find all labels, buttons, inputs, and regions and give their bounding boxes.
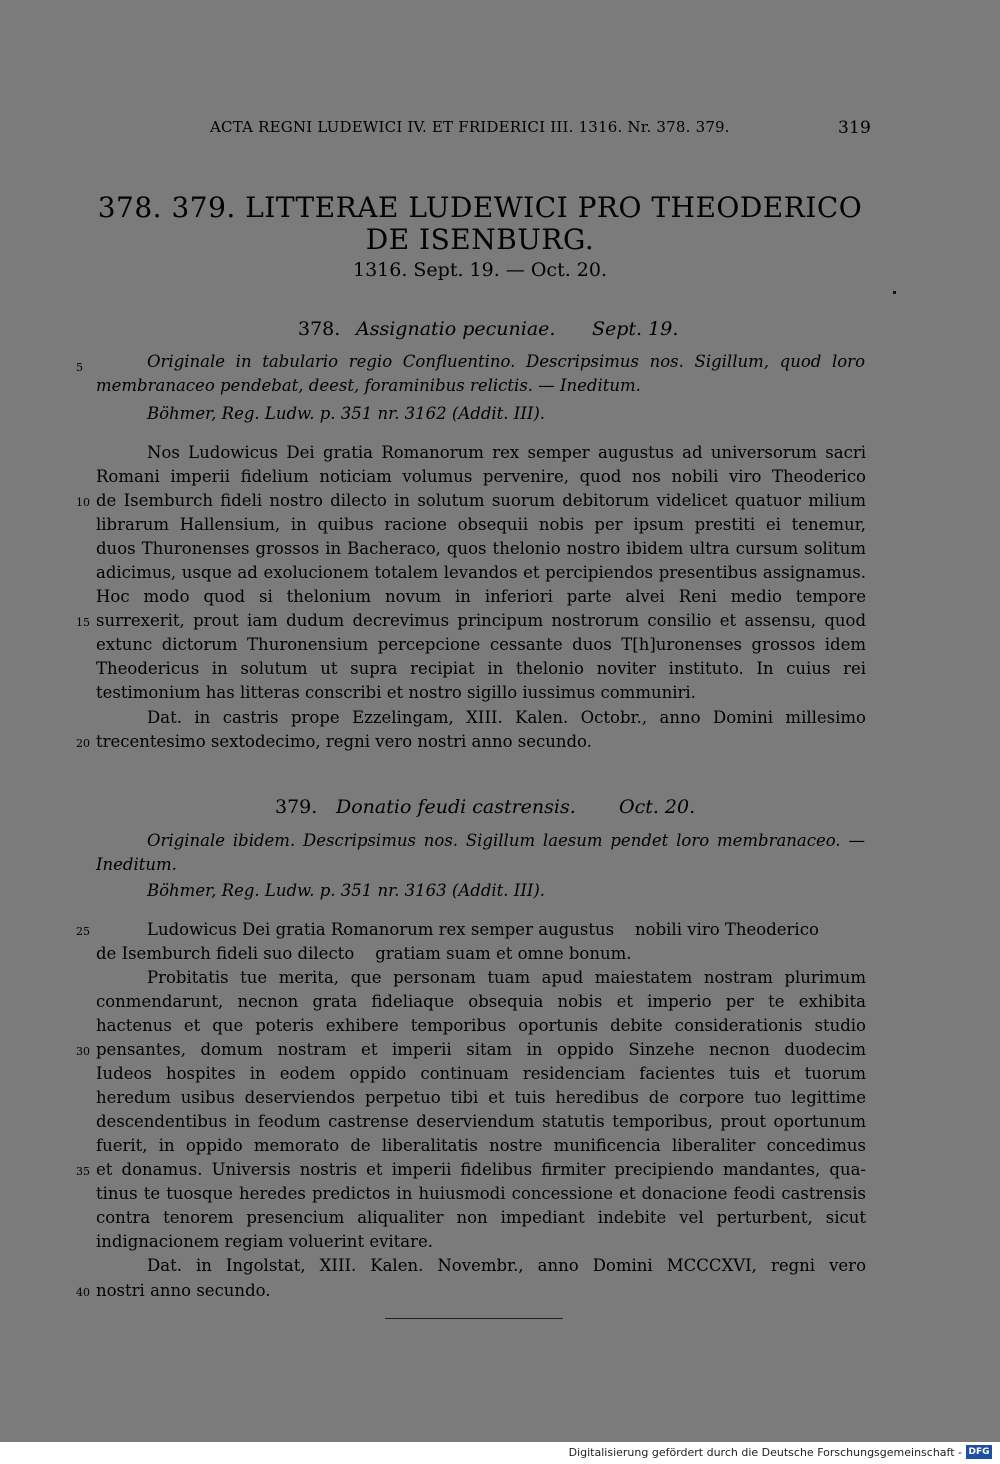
line-number: 10 [76, 496, 90, 509]
text-line: Ludowicus Dei gratia Romanorum rex semper augustus nobili viro Theoderico [147, 920, 819, 939]
doc379-heading: Donatio feudi castrensis. [336, 796, 576, 818]
text-line: duos Thuronenses grossos in Bacheraco, quos thelonio nostro ibidem ultra cursum solitum [96, 539, 866, 558]
line-number: 5 [76, 361, 83, 374]
doc379-source: Böhmer, Reg. Ludw. p. 351 nr. 3163 (Addit. III). [147, 881, 546, 900]
text-line: Hoc modo quod si thelonium novum in inferiori parte alvei Reni medio tempore [96, 587, 866, 606]
line-number: 25 [76, 925, 90, 938]
dfg-logo[interactable]: DFG [966, 1445, 992, 1459]
doc378-heading: Assignatio pecuniae. [356, 318, 556, 340]
doc379-intro-line: Ineditum. [96, 855, 177, 874]
closing-rule [385, 1318, 563, 1319]
text-line: librarum Hallensium, in quibus racione obsequii nobis per ipsum prestiti ei tenemur, [96, 515, 866, 534]
text-line: Theodericus in solutum ut supra recipiat in thelonio noviter instituto. In cuius rei [96, 659, 866, 678]
text-line: Nos Ludowicus Dei gratia Romanorum rex semper augustus ad universorum sacri [147, 443, 866, 462]
text-line: trecentesimo sextodecimo, regni vero nostri anno secundo. [96, 732, 592, 751]
doc378-date: Sept. 19. [592, 318, 679, 340]
text-line: tinus te tuosque heredes predictos in huiusmodi concessione et donacione feodi castrensis [96, 1184, 866, 1203]
text-line: heredum usibus deserviendos perpetuo tibi et tuis heredibus de corpore tuo legittime [96, 1088, 866, 1107]
text-line: testimonium has litteras conscribi et nostro sigillo iussimus communiri. [96, 683, 696, 702]
doc379-intro-line: Originale ibidem. Descripsimus nos. Sigillum laesum pendet loro membranaceo. — [147, 831, 865, 850]
text-line: et donamus. Universis nostris et imperii fidelibus firmiter precipiendo mandantes, qua- [96, 1160, 866, 1179]
text-line: Probitatis tue merita, que personam tuam apud maiestatem nostram plurimum [147, 968, 866, 987]
line-number: 30 [76, 1045, 90, 1058]
speck-mark [893, 291, 896, 294]
text-line: indignacionem regiam voluerint evitare. [96, 1232, 434, 1251]
doc379-date: Oct. 20. [619, 796, 696, 818]
doc378-intro-line: membranaceo pendebat, deest, foraminibus relictis. — Ineditum. [96, 376, 641, 395]
main-title-line2: DE ISENBURG. [365, 223, 595, 256]
text-line: Dat. in Ingolstat, XIII. Kalen. Novembr., anno Domini MCCCXVI, regni vero [147, 1256, 866, 1275]
text-line: nostri anno secundo. [96, 1281, 271, 1300]
title-dates: 1316. Sept. 19. — Oct. 20. [352, 259, 607, 281]
running-head-title: ACTA REGNI LUDEWICI IV. ET FRIDERICI III. 1316. Nr. 378. 379. [210, 118, 730, 136]
text-line: de Isemburch fideli nostro dilecto in solutum suorum debitorum videlicet quatuor milium [96, 491, 866, 510]
text-line: extunc dictorum Thuronensium percepcione cessante duos T[h]uronenses grossos idem [96, 635, 866, 654]
text-line: conmendarunt, necnon grata fideliaque obsequia nobis et imperio per te exhibita [96, 992, 866, 1011]
text-line: adicimus, usque ad exolucionem totalem levandos et percipiendos presentibus assignamus. [96, 563, 866, 582]
text-line: hactenus et que poteris exhibere temporibus oportunis debite considerationis studio [96, 1016, 866, 1035]
text-line: descendentibus in feodum castrense deserviendum statutis temporibus, prout oportunum [96, 1112, 866, 1131]
footer-credit: Digitalisierung gefördert durch die Deutsche Forschungsgemeinschaft - [568, 1446, 962, 1459]
text-line: surrexerit, prout iam dudum decrevimus principum nostrorum consilio et assensu, quod [96, 611, 866, 630]
doc378-intro-line: Originale in tabulario regio Confluentino. Descripsimus nos. Sigillum, quod loro [147, 352, 865, 371]
line-number: 35 [76, 1165, 90, 1178]
text-line: contra tenorem presencium aliqualiter non impediant indebite vel perturbent, sicut [96, 1208, 866, 1227]
footer-bar [0, 1442, 1000, 1464]
page-number: 319 [838, 118, 872, 138]
text-line: Dat. in castris prope Ezzelingam, XIII. Kalen. Octobr., anno Domini millesimo [147, 708, 866, 727]
text-line: pensantes, domum nostram et imperii sitam in oppido Sinzehe necnon duodecim [96, 1040, 866, 1059]
doc379-number: 379. [275, 796, 318, 818]
text-line: fuerit, in oppido memorato de liberalitatis nostre munificencia liberaliter concedimus [96, 1136, 866, 1155]
line-number: 15 [76, 616, 90, 629]
text-line: Iudeos hospites in eodem oppido continuam residenciam facientes tuis et tuorum [96, 1064, 866, 1083]
text-line: Romani imperii fidelium noticiam volumus pervenire, quod nos nobili viro Theoderico [96, 467, 866, 486]
doc378-source: Böhmer, Reg. Ludw. p. 351 nr. 3162 (Addit. III). [147, 404, 546, 423]
doc378-number: 378. [298, 318, 341, 340]
text-line: de Isemburch fideli suo dilecto gratiam suam et omne bonum. [96, 944, 632, 963]
line-number: 40 [76, 1286, 90, 1299]
line-number: 20 [76, 737, 90, 750]
main-title-line1: 378. 379. LITTERAE LUDEWICI PRO THEODERICO [97, 191, 863, 224]
